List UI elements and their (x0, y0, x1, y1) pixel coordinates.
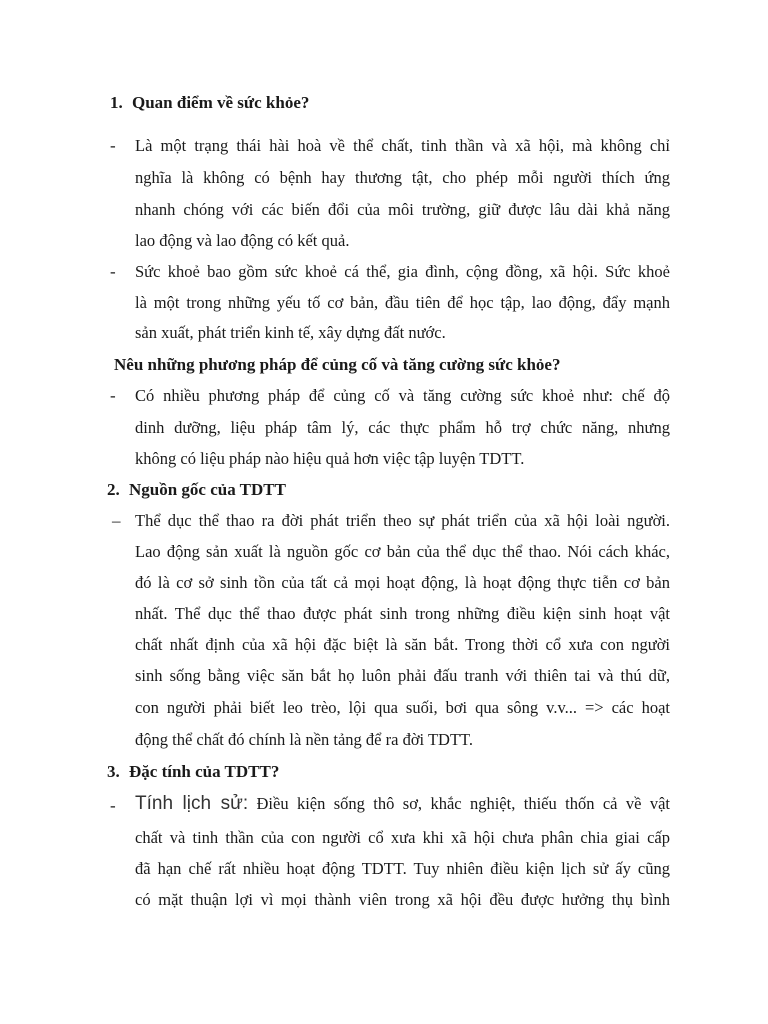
bullet-marker: – (112, 511, 121, 530)
section-1-heading (110, 93, 309, 113)
paragraph-line: đã hạn chế rất nhiều hoạt động TDTT. Tuy nhiên điều kiện lịch sử ấy cũng (135, 859, 670, 878)
paragraph-line: là một trong những yếu tố cơ bản, đầu tiên để học tập, lao động, đẩy mạnh (135, 293, 670, 312)
paragraph-line: con người phải biết leo trèo, lội qua suối, bơi qua sông v.v... => các hoạt (135, 698, 670, 717)
section-3-heading (107, 762, 279, 782)
bullet-marker: - (110, 796, 116, 815)
section-3-title: Đặc tính của TDTT? (129, 762, 280, 781)
paragraph-line: Thể dục thể thao ra đời phát triển theo sự phát triển của xã hội loài người. (135, 511, 670, 530)
paragraph-line: có mặt thuận lợi vì mọi thành viên trong xã hội đều được hưởng thụ bình (135, 890, 670, 909)
term-description: Điều kiện sống thô sơ, khắc nghiệt, thiếu thốn cả về vật (248, 794, 670, 813)
paragraph-line: nhất. Thể dục thể thao được phát sinh trong những điều kiện sinh hoạt vật (135, 604, 670, 623)
section-3-number: 3. (107, 762, 120, 781)
paragraph-line: sinh sống bằng việc săn bắt họ luôn phải đấu tranh với thiên tai và thú dữ, (135, 666, 670, 685)
paragraph-line: Là một trạng thái hài hoà về thể chất, tinh thần và xã hội, mà không chỉ (135, 136, 670, 155)
paragraph-line: nhanh chóng với các biến đổi của môi trường, giữ được lâu dài khả năng (135, 200, 670, 219)
paragraph-line: lao động và lao động có kết quả. (135, 231, 350, 250)
paragraph-line: không có liệu pháp nào hiệu quả hơn việc tập luyện TDTT. (135, 449, 525, 468)
bullet-marker: - (110, 386, 116, 405)
paragraph-line: đó là cơ sở sinh tồn của tất cả mọi hoạt động, là hoạt động thực tiễn cơ bản (135, 573, 670, 592)
section-2-title: Nguồn gốc của TDTT (129, 480, 286, 499)
paragraph-line: dinh dưỡng, liệu pháp tâm lý, các thực phẩm hỗ trợ chức năng, nhưng (135, 418, 670, 437)
paragraph-line: sản xuất, phát triển kinh tế, xây dựng đất nước. (135, 323, 446, 342)
section-2-heading (107, 480, 286, 500)
paragraph-line-with-term (135, 794, 670, 814)
section-1-number: 1. (110, 93, 123, 112)
paragraph-line: động thể chất đó chính là nền tảng để ra đời TDTT. (135, 730, 474, 749)
methods-title: Nêu những phương pháp để củng cố và tăng cường sức khỏe? (114, 355, 561, 374)
paragraph-line: chất và tinh thần của con người cổ xưa khi xã hội chưa phân chia giai cấp (135, 828, 670, 847)
paragraph-line: Sức khoẻ bao gồm sức khoẻ cá thể, gia đình, cộng đồng, xã hội. Sức khoẻ (135, 262, 670, 281)
section-2-number: 2. (107, 480, 120, 499)
bullet-marker: - (110, 136, 116, 155)
paragraph-line: nghĩa là không có bệnh hay thương tật, cho phép mỗi người thích ứng (135, 168, 670, 187)
term-label: Tính lịch sử: (135, 793, 249, 814)
paragraph-line: Có nhiều phương pháp để củng cố và tăng cường sức khoẻ như: chế độ (135, 386, 670, 405)
methods-heading (114, 355, 560, 375)
bullet-marker: - (110, 262, 116, 281)
paragraph-line: chất nhất định của xã hội đặc biệt là săn bắt. Trong thời cổ xưa con người (135, 635, 670, 654)
paragraph-line: Lao động sản xuất là nguồn gốc cơ bản của thể dục thể thao. Nói cách khác, (135, 542, 670, 561)
section-1-title: Quan điểm về sức khỏe? (132, 93, 310, 112)
